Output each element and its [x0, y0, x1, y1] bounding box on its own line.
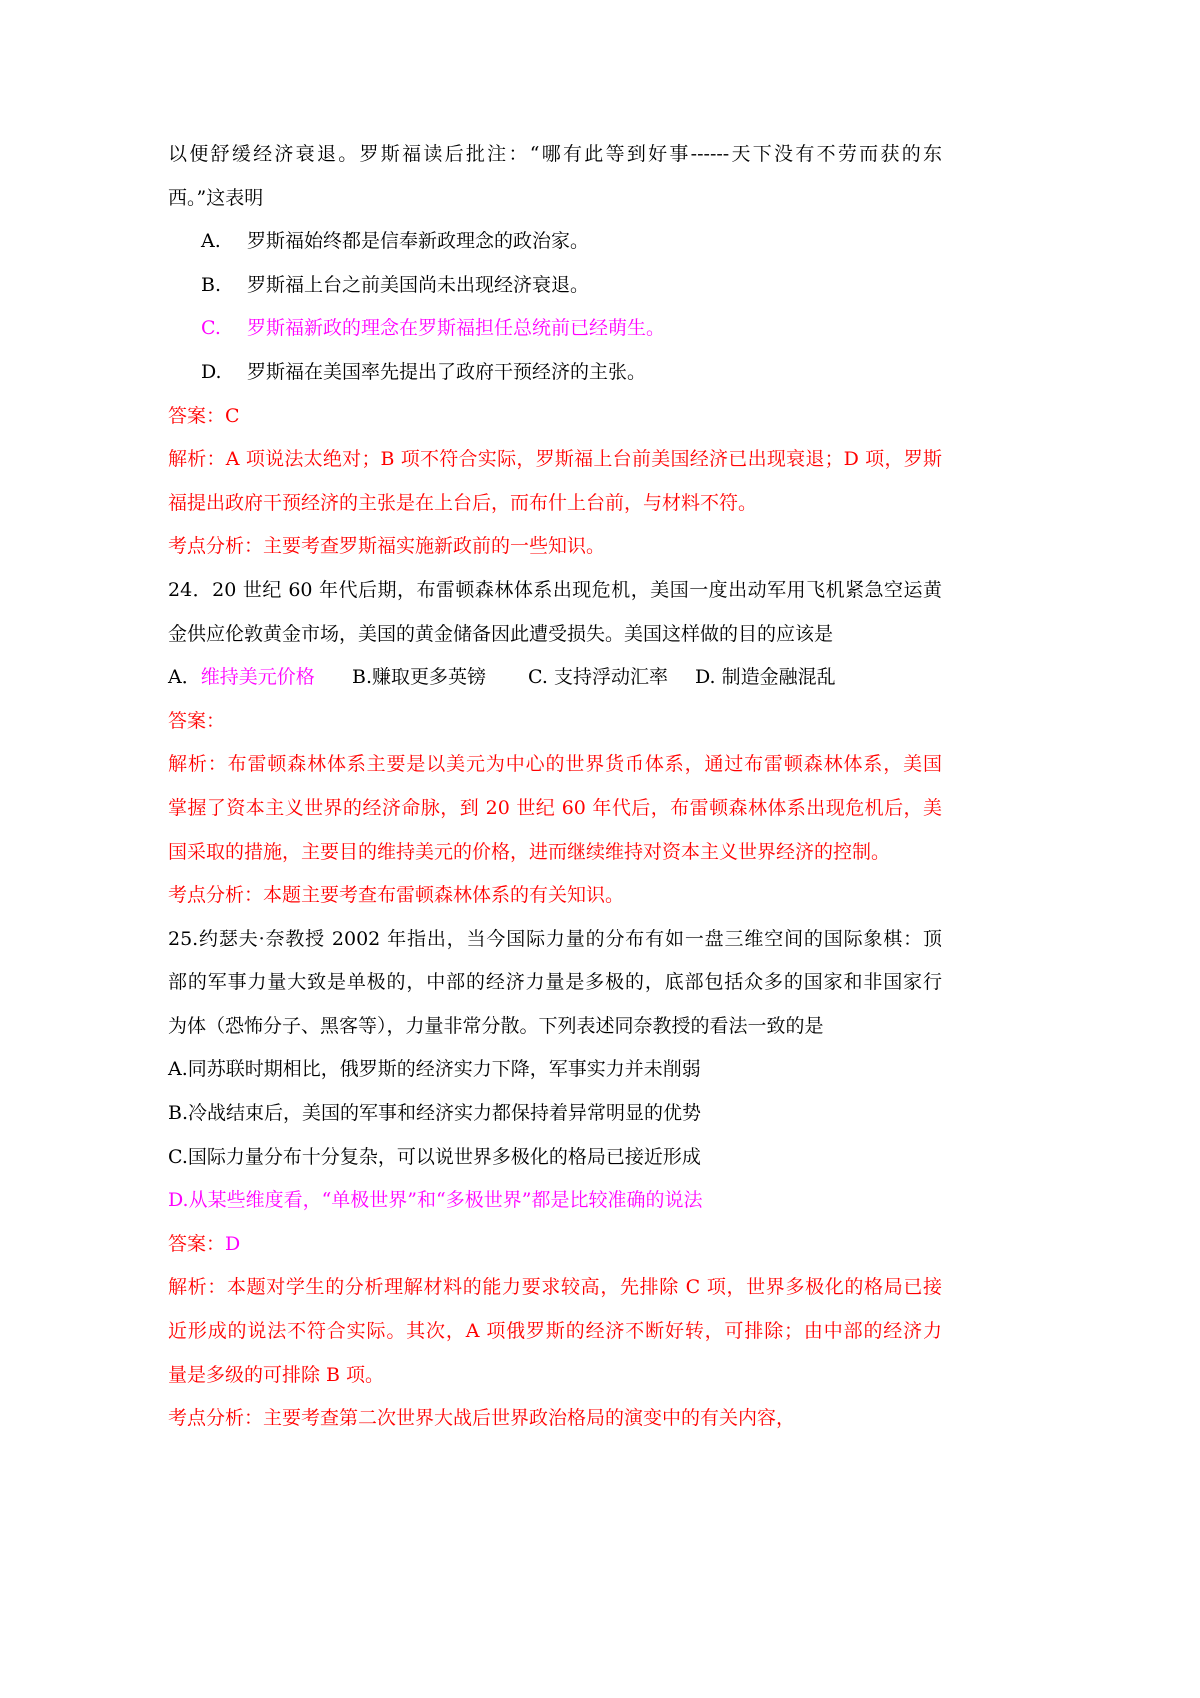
option-text: 罗斯福新政的理念在罗斯福担任总统前已经萌生。: [247, 317, 666, 340]
option-text: 罗斯福上台之前美国尚未出现经济衰退。: [247, 273, 590, 296]
q23-analysis-line: 福提出政府干预经济的主张是在上台后，而布什上台前，与材料不符。: [168, 491, 758, 514]
q23-point: 考点分析：主要考查罗斯福实施新政前的一些知识。: [168, 535, 606, 558]
q24-point: 考点分析：本题主要考查布雷顿森林体系的有关知识。: [168, 884, 625, 907]
q24-stem-line: 金供应伦敦黄金市场，美国的黄金储备因此遭受损失。美国这样做的目的应该是: [168, 622, 834, 645]
q23-option-d: [168, 351, 942, 395]
option-key: D.: [201, 360, 222, 383]
q25-stem-line: 为体（恐怖分子、黑客等），力量非常分散。下列表述同奈教授的看法一致的是: [168, 1014, 824, 1037]
option-key: B.: [201, 273, 222, 296]
option-text: 罗斯福始终都是信奉新政理念的政治家。: [247, 230, 590, 253]
q25-point: 考点分析：主要考查第二次世界大战后世界政治格局的演变中的有关内容，: [168, 1407, 796, 1430]
option-text: 维持美元价格: [200, 666, 315, 689]
document-page: [168, 133, 942, 1441]
answer-label: 答案：: [168, 1232, 226, 1255]
q24-analysis-line: 掌握了资本主义世界的经济命脉，到 20 世纪 60 年代后，布雷顿森林体系出现危机后，美: [168, 796, 942, 819]
q25-analysis-line: 近形成的说法不符合实际。其次，A 项俄罗斯的经济不断好转，可排除；由中部的经济力: [168, 1320, 942, 1343]
option-text: 制造金融混乱: [721, 666, 836, 689]
answer-value: D: [225, 1232, 241, 1255]
q23-option-a: [168, 220, 942, 264]
q24-analysis-line: 国采取的措施，主要目的维持美元的价格，进而继续维持对资本主义世界经济的控制。: [168, 840, 891, 863]
q25-stem-line: 部的军事力量大致是单极的，中部的经济力量是多极的，底部包括众多的国家和非国家行: [168, 971, 942, 994]
answer-label: 答案：: [168, 404, 226, 427]
q23-stem-line: 以便舒缓经济衰退。罗斯福读后批注：“哪有此等到好事------天下没有不劳而获的东: [168, 143, 942, 165]
q23-stem-line: 西。”这表明: [168, 186, 264, 209]
q25-option-d-correct: D.从某些维度看，“单极世界”和“多极世界”都是比较准确的说法: [168, 1189, 703, 1212]
q24-option-a-correct: [168, 656, 315, 700]
q25-answer: [168, 1223, 942, 1267]
option-key: C.: [528, 666, 548, 689]
q24-option-d: [695, 656, 836, 700]
q23-option-b: [168, 264, 942, 308]
q25-analysis-line: 量是多级的可排除 B 项。: [168, 1363, 385, 1386]
q25-option-c: C.国际力量分布十分复杂，可以说世界多极化的格局已接近形成: [168, 1145, 701, 1168]
option-text: 罗斯福在美国率先提出了政府干预经济的主张。: [247, 360, 647, 383]
option-key: A.: [201, 230, 221, 253]
q24-answer: 答案：: [168, 709, 226, 732]
option-key: D.: [695, 666, 716, 689]
q23-analysis-line: 解析：A 项说法太绝对；B 项不符合实际，罗斯福上台前美国经济已出现衰退；D 项，罗斯: [168, 448, 942, 471]
option-key: B.: [352, 666, 373, 689]
option-text: 赚取更多英镑: [372, 666, 487, 689]
q23-answer: [168, 395, 942, 439]
q24-options: [168, 656, 942, 700]
q25-option-a: A.同苏联时期相比，俄罗斯的经济实力下降，军事实力并未削弱: [168, 1058, 701, 1081]
option-text: 支持浮动汇率: [553, 666, 668, 689]
q25-option-b: B.冷战结束后，美国的军事和经济实力都保持着异常明显的优势: [168, 1102, 702, 1125]
option-key: A．: [168, 666, 201, 689]
q23-option-c-correct: [168, 307, 942, 351]
q24-stem-line: 24．20 世纪 60 年代后期，布雷顿森林体系出现危机，美国一度出动军用飞机紧急空运黄: [168, 578, 942, 601]
q24-option-b: [352, 656, 486, 700]
q25-analysis-line: 解析：本题对学生的分析理解材料的能力要求较高，先排除 C 项，世界多极化的格局已接: [168, 1276, 942, 1299]
q24-option-c: [528, 656, 668, 700]
q24-analysis-line: 解析：布雷顿森林体系主要是以美元为中心的世界货币体系，通过布雷顿森林体系，美国: [168, 753, 942, 776]
answer-value: C: [225, 404, 240, 427]
q25-stem-line: 25.约瑟夫·奈教授 2002 年指出，当今国际力量的分布有如一盘三维空间的国际象棋：顶: [168, 927, 942, 950]
option-key: C.: [201, 317, 221, 340]
